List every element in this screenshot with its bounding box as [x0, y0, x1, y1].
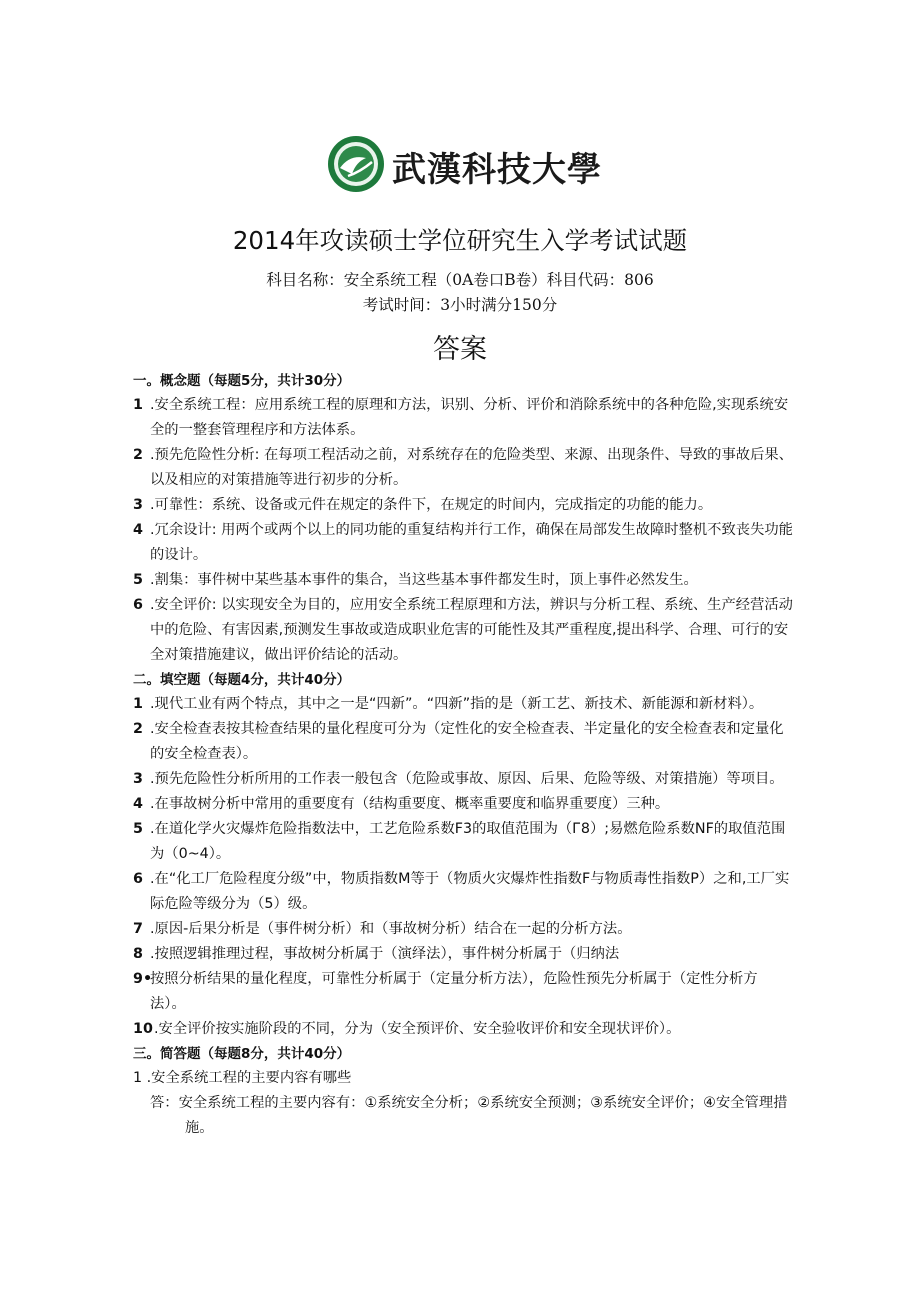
list-item [133, 493, 793, 518]
short-answer-question: 1 .安全系统工程的主要内容有哪些 [133, 1070, 352, 1086]
list-item [133, 393, 793, 443]
list-item [133, 593, 793, 668]
item-text: .安全评价按实施阶段的不同，分为（安全预评价、安全验收评价和安全现状评价）。 [154, 1021, 681, 1037]
item-text: .割集：事件树中某些基本事件的集合，当这些基本事件都发生时，顶上事件必然发生。 [150, 572, 698, 588]
list-item [133, 1017, 793, 1042]
list-item [133, 942, 793, 967]
item-text: .冗余设计: 用两个或两个以上的同功能的重复结构并行工作，确保在局部发生故障时整机不致丧失功能的设计。 [150, 522, 793, 563]
section-heading-concepts: 一。概念题（每题5分，共计30分） [133, 373, 351, 389]
exam-time-line: 考试时间：3小时满分150分 [362, 296, 558, 314]
item-text: .预先危险性分析所用的工作表一般包含（危险或事故、原因、后果、危险等级、对策措施）等项目。 [150, 771, 784, 787]
item-number: 2 [133, 721, 143, 737]
item-text: .按照逻辑推理过程，事故树分析属于（演绎法），事件树分析属于（归纳法 [150, 946, 620, 962]
list-item [133, 717, 793, 767]
list-item [133, 817, 793, 867]
list-item [133, 917, 793, 942]
section-heading-fill-in: 二。填空题（每题4分，共计40分） [133, 672, 351, 688]
item-text: .现代工业有两个特点，其中之一是“四新”。“四新”指的是（新工艺、新技术、新能源和新材料）。 [150, 696, 764, 712]
item-text: 按照分析结果的量化程度，可靠性分析属于（定量分析方法），危险性预先分析属于（定性分析方法）。 [150, 971, 758, 1012]
item-number: 4 [133, 796, 143, 812]
short-answer-response [133, 1091, 793, 1141]
list-item [133, 443, 793, 493]
answer-heading: 答案 [433, 334, 487, 365]
item-text: .可靠性：系统、设备或元件在规定的条件下，在规定的时间内，完成指定的功能的能力。 [150, 497, 713, 513]
list-item [133, 568, 793, 593]
item-text: .安全评价: 以实现安全为目的，应用安全系统工程原理和方法，辨识与分析工程、系统、生产经营活动中的危险、有害因素,预测发生事故或造成职业危害的可能性及其严重程度,提出科学、合理、可行的安全对策措施建议，做出评价结论的活动。 [150, 597, 793, 663]
item-text: .安全检查表按其检查结果的量化程度可分为（定性化的安全检查表、半定量化的安全检查表和定量化的安全检查表）。 [150, 721, 784, 762]
item-number: 1 [133, 696, 143, 712]
item-number: 4 [133, 522, 143, 538]
university-emblem-icon [326, 132, 386, 196]
exam-title: 2014年攻读硕士学位研究生入学考试试题 [232, 226, 688, 255]
list-item [133, 792, 793, 817]
item-number: 3 [133, 771, 143, 787]
item-text: .在道化学火灾爆炸危险指数法中，工艺危险系数F3的取值范围为（Г8）;易燃危险系数NF的取值范围为（0~4）。 [150, 821, 786, 862]
item-number: 6 [133, 871, 143, 887]
item-number: 3 [133, 497, 143, 513]
list-item [133, 867, 793, 917]
item-text: .安全系统工程：应用系统工程的原理和方法，识别、分析、评价和消除系统中的各种危险,实现系统安全的一整套管理程序和方法体系。 [150, 397, 789, 438]
item-text: .原因-后果分析是（事件树分析）和（事故树分析）结合在一起的分析方法。 [150, 921, 632, 937]
subject-line: 科目名称：安全系统工程（0A卷口B卷）科目代码：806 [266, 271, 654, 289]
item-number: 10 [133, 1021, 153, 1037]
list-item [133, 518, 793, 568]
item-number: 5 [133, 572, 143, 588]
item-number: 9• [133, 971, 153, 987]
item-number: 1 [133, 397, 143, 413]
section-heading-short-answer: 三。简答题（每题8分，共计40分） [133, 1046, 351, 1062]
item-text: .在“化工厂危险程度分级”中，物质指数M等于（物质火灾爆炸性指数F与物质毒性指数P）之和,工厂实际危险等级分为（5）级。 [150, 871, 790, 912]
item-text: .在事故树分析中常用的重要度有（结构重要度、概率重要度和临界重要度）三种。 [150, 796, 670, 812]
item-text: .预先危险性分析: 在每项工程活动之前，对系统存在的危险类型、来源、出现条件、导致的事故后果、以及相应的对策措施等进行初步的分析。 [150, 447, 793, 488]
list-item [133, 967, 793, 1017]
item-number: 6 [133, 597, 143, 613]
list-item [133, 767, 793, 792]
list-item [133, 692, 793, 717]
item-number: 7 [133, 921, 143, 937]
item-number: 5 [133, 821, 143, 837]
item-number: 2 [133, 447, 143, 463]
item-number: 8 [133, 946, 143, 962]
answer-content [133, 369, 793, 1141]
university-logo [326, 132, 602, 196]
university-logo-text: 武漢科技大學 [392, 150, 602, 190]
answer-text: 答：安全系统工程的主要内容有：①系统安全分析；②系统安全预测；③系统安全评价；④安全管理措施。 [150, 1095, 788, 1136]
